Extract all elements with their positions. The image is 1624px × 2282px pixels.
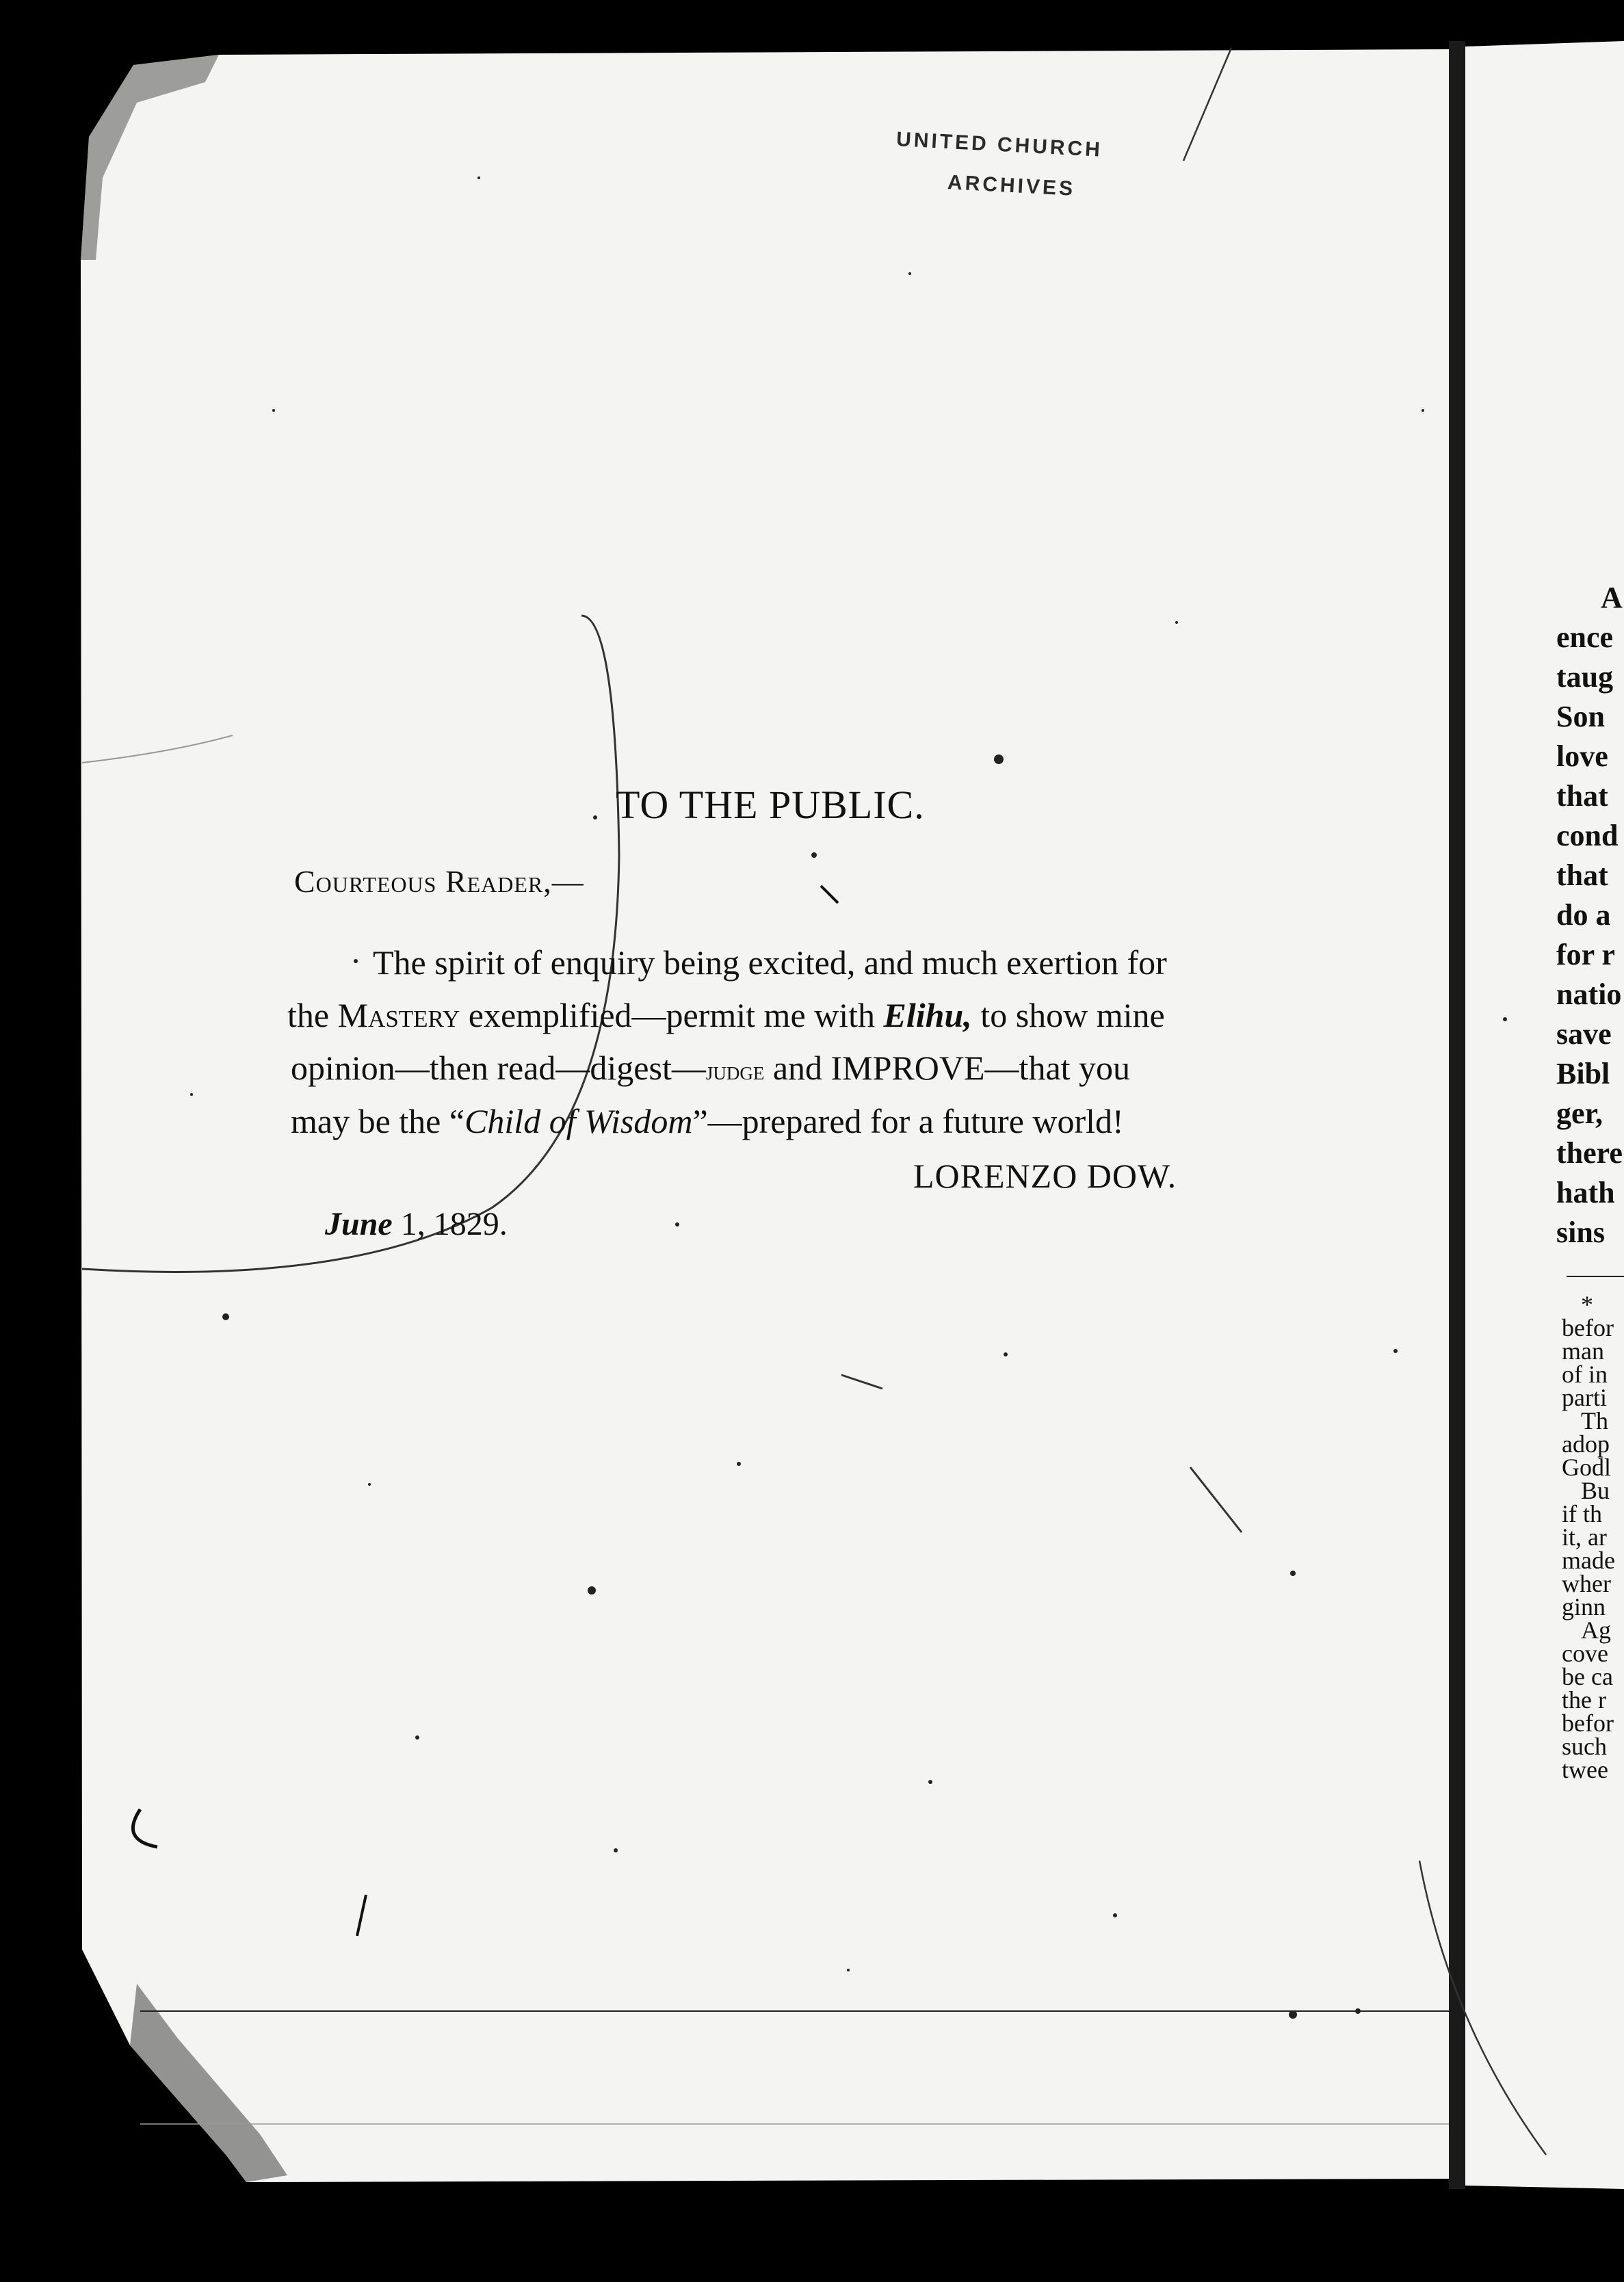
footnote-line: * <box>1581 1291 1593 1318</box>
footnote-line: adop <box>1562 1430 1610 1458</box>
adjacent-line: for r <box>1556 938 1615 971</box>
footnote-line: of in <box>1562 1361 1608 1388</box>
body-line-1: The spirit of enquiry being excited, and much exertion for <box>373 943 1167 982</box>
adjacent-line: A <box>1601 581 1623 614</box>
adjacent-line: that <box>1556 779 1608 813</box>
footnote-line: cove <box>1562 1640 1608 1667</box>
page-gutter <box>1449 41 1465 2189</box>
mastery-word: Mastery <box>337 996 460 1034</box>
adjacent-line: sins <box>1556 1216 1605 1249</box>
body-line-4 <box>291 1101 1124 1141</box>
footnote-line: Godl <box>1562 1454 1611 1481</box>
adjacent-page-main-column <box>1556 578 1623 1253</box>
adjacent-line: Bibl <box>1556 1057 1610 1090</box>
adjacent-line: natio <box>1556 978 1622 1011</box>
body-line-4-prefix: may be the “ <box>291 1102 465 1140</box>
adjacent-page-footnotes <box>1562 1293 1615 1781</box>
body-line-2-prefix: the <box>287 996 330 1034</box>
adjacent-line: there <box>1556 1136 1623 1170</box>
adjacent-line: that <box>1556 858 1608 892</box>
footnote-line: be ca <box>1562 1663 1613 1690</box>
date-line <box>325 1205 508 1243</box>
elihu-name: Elihu, <box>883 996 972 1034</box>
footnote-line: it, ar <box>1562 1523 1607 1551</box>
page-title: TO THE PUBLIC. <box>616 783 925 827</box>
adjacent-line: save <box>1556 1017 1612 1051</box>
adjacent-line: do a <box>1556 898 1611 932</box>
footnote-line: ginn <box>1562 1593 1606 1621</box>
date-rest: 1, 1829. <box>400 1206 508 1242</box>
judge-word: judge <box>705 1057 765 1086</box>
salutation-word-2: Reader,— <box>445 864 584 899</box>
archive-stamp-line-2: ARCHIVES <box>947 171 1076 200</box>
footnote-line: befor <box>1562 1709 1614 1737</box>
footnote-line: parti <box>1562 1384 1607 1411</box>
body-line-2 <box>287 995 1165 1035</box>
footnote-line: if th <box>1562 1500 1602 1527</box>
footnote-line: Th <box>1581 1407 1608 1434</box>
date-month: June <box>325 1206 393 1242</box>
footnote-line: twee <box>1562 1756 1608 1783</box>
footnote-line: Ag <box>1581 1616 1611 1644</box>
adjacent-line: love <box>1556 739 1608 773</box>
signature: LORENZO DOW. <box>913 1157 1177 1195</box>
body-line-2-suffix: to show mine <box>980 996 1165 1034</box>
footnote-line: befor <box>1562 1314 1614 1341</box>
footnote-line: man <box>1562 1337 1604 1365</box>
footnote-line: wher <box>1562 1570 1611 1597</box>
body-line-2-mid: exemplified—permit me with <box>468 996 876 1034</box>
child-of-wisdom: Child of Wisdom <box>464 1102 693 1140</box>
footnote-line: such <box>1562 1733 1607 1760</box>
footnote-line: the r <box>1562 1686 1606 1714</box>
footnote-line: made <box>1562 1547 1615 1574</box>
adjacent-line: taug <box>1556 660 1614 694</box>
body-line-3-prefix: opinion—then read—digest— <box>291 1049 706 1087</box>
adjacent-line: ence <box>1556 620 1614 654</box>
body-line-3-suffix: and IMPROVE—that you <box>772 1049 1131 1087</box>
adjacent-line: hath <box>1556 1176 1615 1209</box>
salutation <box>294 863 584 900</box>
body-line-4-suffix: ”—prepared for a future world! <box>692 1102 1124 1140</box>
adjacent-line: cond <box>1556 819 1619 852</box>
adjacent-line: Son <box>1556 700 1605 733</box>
salutation-word-1: Courteous <box>294 864 437 899</box>
body-line-3 <box>291 1048 1130 1088</box>
adjacent-line: ger, <box>1556 1097 1603 1130</box>
footnote-line: Bu <box>1581 1477 1610 1504</box>
archive-stamp-line-1: UNITED CHURCH <box>895 128 1103 161</box>
